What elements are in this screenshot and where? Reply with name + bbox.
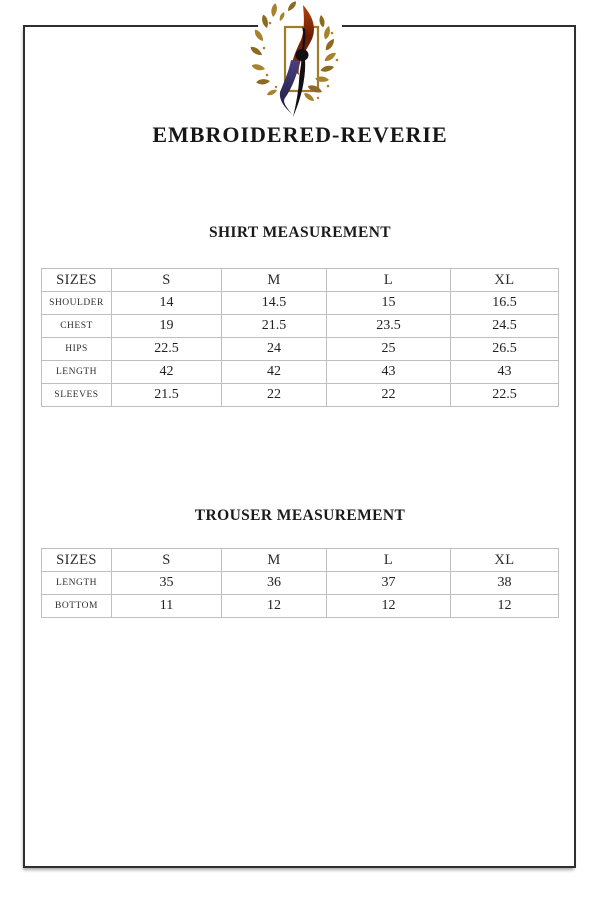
cell: 35 <box>112 572 222 595</box>
cell: 26.5 <box>451 338 559 361</box>
table-row-shoulder <box>42 292 559 315</box>
column-header-m: M <box>222 549 327 572</box>
column-header-l: L <box>327 269 451 292</box>
cell: 16.5 <box>451 292 559 315</box>
cell: 36 <box>222 572 327 595</box>
embroidery-emblem-icon <box>258 3 342 117</box>
cell: 15 <box>327 292 451 315</box>
cell: 38 <box>451 572 559 595</box>
column-header-m: M <box>222 269 327 292</box>
cell: 12 <box>451 595 559 618</box>
cell: 24.5 <box>451 315 559 338</box>
brand-title: EMBROIDERED-REVERIE <box>152 122 448 147</box>
cell: 12 <box>327 595 451 618</box>
column-header-s: S <box>112 269 222 292</box>
trouser-table-header-row <box>42 549 559 572</box>
column-header-s: S <box>112 549 222 572</box>
row-label: SLEEVES <box>42 384 112 407</box>
table-row-hips <box>42 338 559 361</box>
cell: 11 <box>112 595 222 618</box>
cell: 25 <box>327 338 451 361</box>
cell: 22.5 <box>112 338 222 361</box>
cell: 21.5 <box>112 384 222 407</box>
cell: 43 <box>451 361 559 384</box>
cell: 37 <box>327 572 451 595</box>
table-row-sleeves <box>42 384 559 407</box>
column-header-sizes: SIZES <box>42 549 112 572</box>
trouser-section-heading: TROUSER MEASUREMENT <box>194 507 406 524</box>
table-row-bottom <box>42 595 559 618</box>
cell: 14 <box>112 292 222 315</box>
trouser-measurement-table <box>41 548 559 618</box>
cell: 19 <box>112 315 222 338</box>
shirt-section-heading: SHIRT MEASUREMENT <box>208 224 392 241</box>
shirt-table-header-row <box>42 269 559 292</box>
cell: 21.5 <box>222 315 327 338</box>
shirt-measurement-table <box>41 268 559 407</box>
row-label: LENGTH <box>42 572 112 595</box>
row-label: HIPS <box>42 338 112 361</box>
row-label: CHEST <box>42 315 112 338</box>
cell: 43 <box>327 361 451 384</box>
cell: 22 <box>327 384 451 407</box>
column-header-sizes: SIZES <box>42 269 112 292</box>
brand-logo <box>258 0 342 118</box>
cell: 22.5 <box>451 384 559 407</box>
cell: 22 <box>222 384 327 407</box>
cell: 12 <box>222 595 327 618</box>
column-header-l: L <box>327 549 451 572</box>
row-label: BOTTOM <box>42 595 112 618</box>
row-label: LENGTH <box>42 361 112 384</box>
table-row-length <box>42 572 559 595</box>
row-label: SHOULDER <box>42 292 112 315</box>
column-header-xl: XL <box>451 269 559 292</box>
cell: 14.5 <box>222 292 327 315</box>
cell: 24 <box>222 338 327 361</box>
column-header-xl: XL <box>451 549 559 572</box>
table-row-length <box>42 361 559 384</box>
cell: 42 <box>112 361 222 384</box>
cell: 42 <box>222 361 327 384</box>
page-border-frame <box>23 25 576 868</box>
cell: 23.5 <box>327 315 451 338</box>
table-row-chest <box>42 315 559 338</box>
